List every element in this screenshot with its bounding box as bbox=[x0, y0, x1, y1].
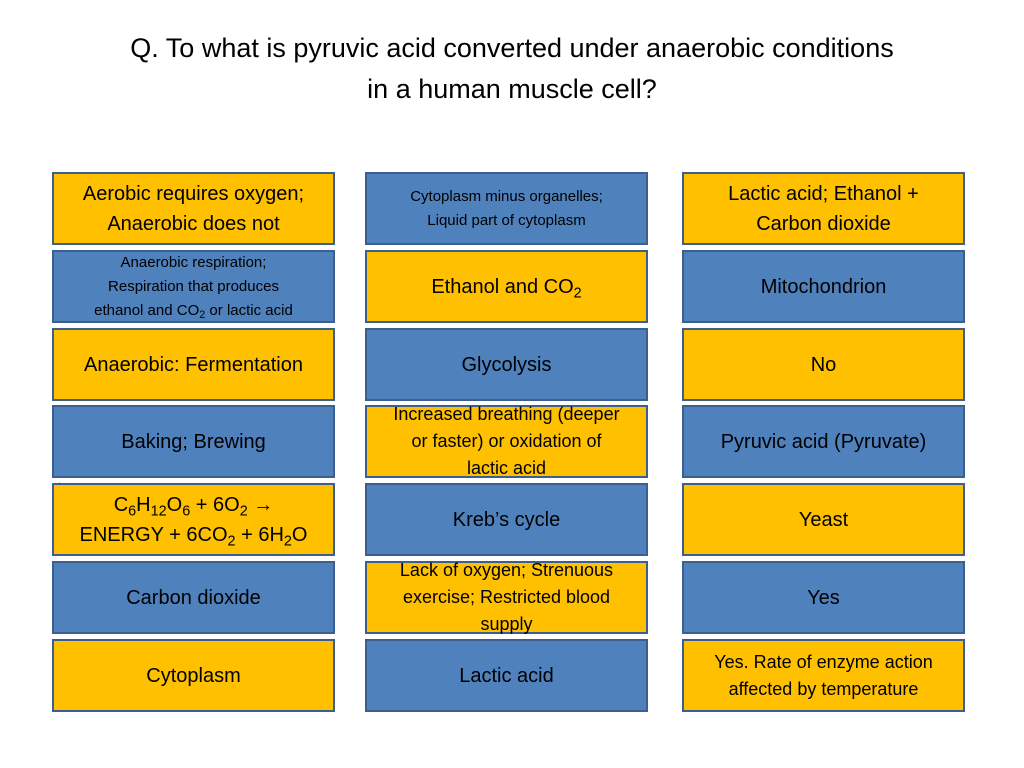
tile-text: Yes. Rate of enzyme action bbox=[714, 651, 933, 672]
tile-text: Anaerobic does not bbox=[107, 212, 280, 235]
question-line-2: in a human muscle cell? bbox=[367, 74, 657, 104]
tile-cytoplasm-definition[interactable] bbox=[365, 172, 648, 245]
tile-text: Lactic acid bbox=[459, 664, 554, 687]
stray-mark: · bbox=[58, 478, 61, 487]
question-line-1: Q. To what is pyruvic acid converted under anaerobic conditions bbox=[130, 33, 894, 63]
tile-fermentation[interactable] bbox=[52, 328, 335, 401]
equation-line-1: $C_6H_{12}O_6 + 6O_2$ → bbox=[113, 493, 274, 519]
tile-krebs-cycle[interactable] bbox=[365, 483, 648, 556]
tile-cytoplasm[interactable] bbox=[52, 639, 335, 712]
tile-text: Ethanol and $CO_2$ bbox=[431, 275, 582, 301]
tile-lactic-acid[interactable] bbox=[365, 639, 648, 712]
tile-text: No bbox=[810, 353, 837, 376]
tile-text: affected by temperature bbox=[728, 678, 919, 699]
tile-glycolysis[interactable] bbox=[365, 328, 648, 401]
tile-text: Yes bbox=[807, 586, 840, 609]
tile-text: Respiration that produces bbox=[108, 277, 279, 295]
tile-text: Carbon dioxide bbox=[126, 586, 261, 609]
tile-text: Anaerobic respiration; bbox=[120, 253, 267, 271]
equation-line-2: ENERGY + $6CO_2 + 6H_2O$ bbox=[79, 523, 308, 549]
tile-text: Increased breathing (deeper bbox=[393, 404, 620, 424]
tile-text: Mitochondrion bbox=[760, 275, 887, 298]
tile-enzyme-temperature[interactable] bbox=[682, 639, 965, 712]
tile-text: Anaerobic: Fermentation bbox=[83, 353, 303, 376]
tile-text: Cytoplasm bbox=[146, 664, 241, 687]
tile-text: supply bbox=[480, 614, 533, 634]
tile-text: lactic acid bbox=[466, 458, 547, 478]
tile-text: Kreb’s cycle bbox=[452, 508, 561, 531]
tile-yes[interactable] bbox=[682, 561, 965, 634]
tile-ethanol-co2[interactable] bbox=[365, 250, 648, 323]
tile-mitochondrion[interactable] bbox=[682, 250, 965, 323]
tile-aerobic-vs-anaerobic[interactable] bbox=[52, 172, 335, 245]
tile-text: ethanol and $CO_2$ or lactic acid bbox=[94, 301, 293, 321]
tile-text: Glycolysis bbox=[461, 353, 552, 376]
tile-lactic-ethanol-co2[interactable] bbox=[682, 172, 965, 245]
tile-baking-brewing[interactable] bbox=[52, 405, 335, 478]
tile-text: Aerobic requires oxygen; bbox=[82, 182, 305, 205]
tile-carbon-dioxide[interactable] bbox=[52, 561, 335, 634]
tile-text: Lack of oxygen; Strenuous bbox=[399, 560, 614, 580]
tile-text: exercise; Restricted blood bbox=[402, 587, 611, 607]
tile-text: Lactic acid; Ethanol + bbox=[728, 182, 919, 205]
tile-text: Carbon dioxide bbox=[756, 212, 891, 235]
tile-text: Yeast bbox=[798, 508, 849, 531]
tile-pyruvic-acid[interactable] bbox=[682, 405, 965, 478]
tile-text: or faster) or oxidation of bbox=[411, 431, 602, 451]
arrow-icon: → bbox=[247, 493, 274, 516]
tile-increased-breathing[interactable] bbox=[365, 405, 648, 478]
tile-lack-of-oxygen[interactable] bbox=[365, 561, 648, 634]
tile-anaerobic-respiration[interactable] bbox=[52, 250, 335, 323]
tile-text: Pyruvic acid (Pyruvate) bbox=[720, 430, 927, 453]
tile-respiration-equation[interactable] bbox=[52, 483, 335, 556]
tile-text: Baking; Brewing bbox=[121, 430, 266, 453]
tile-yeast[interactable] bbox=[682, 483, 965, 556]
tile-text: Cytoplasm minus organelles; bbox=[410, 187, 603, 205]
tile-no[interactable] bbox=[682, 328, 965, 401]
tile-text: Liquid part of cytoplasm bbox=[427, 211, 586, 229]
